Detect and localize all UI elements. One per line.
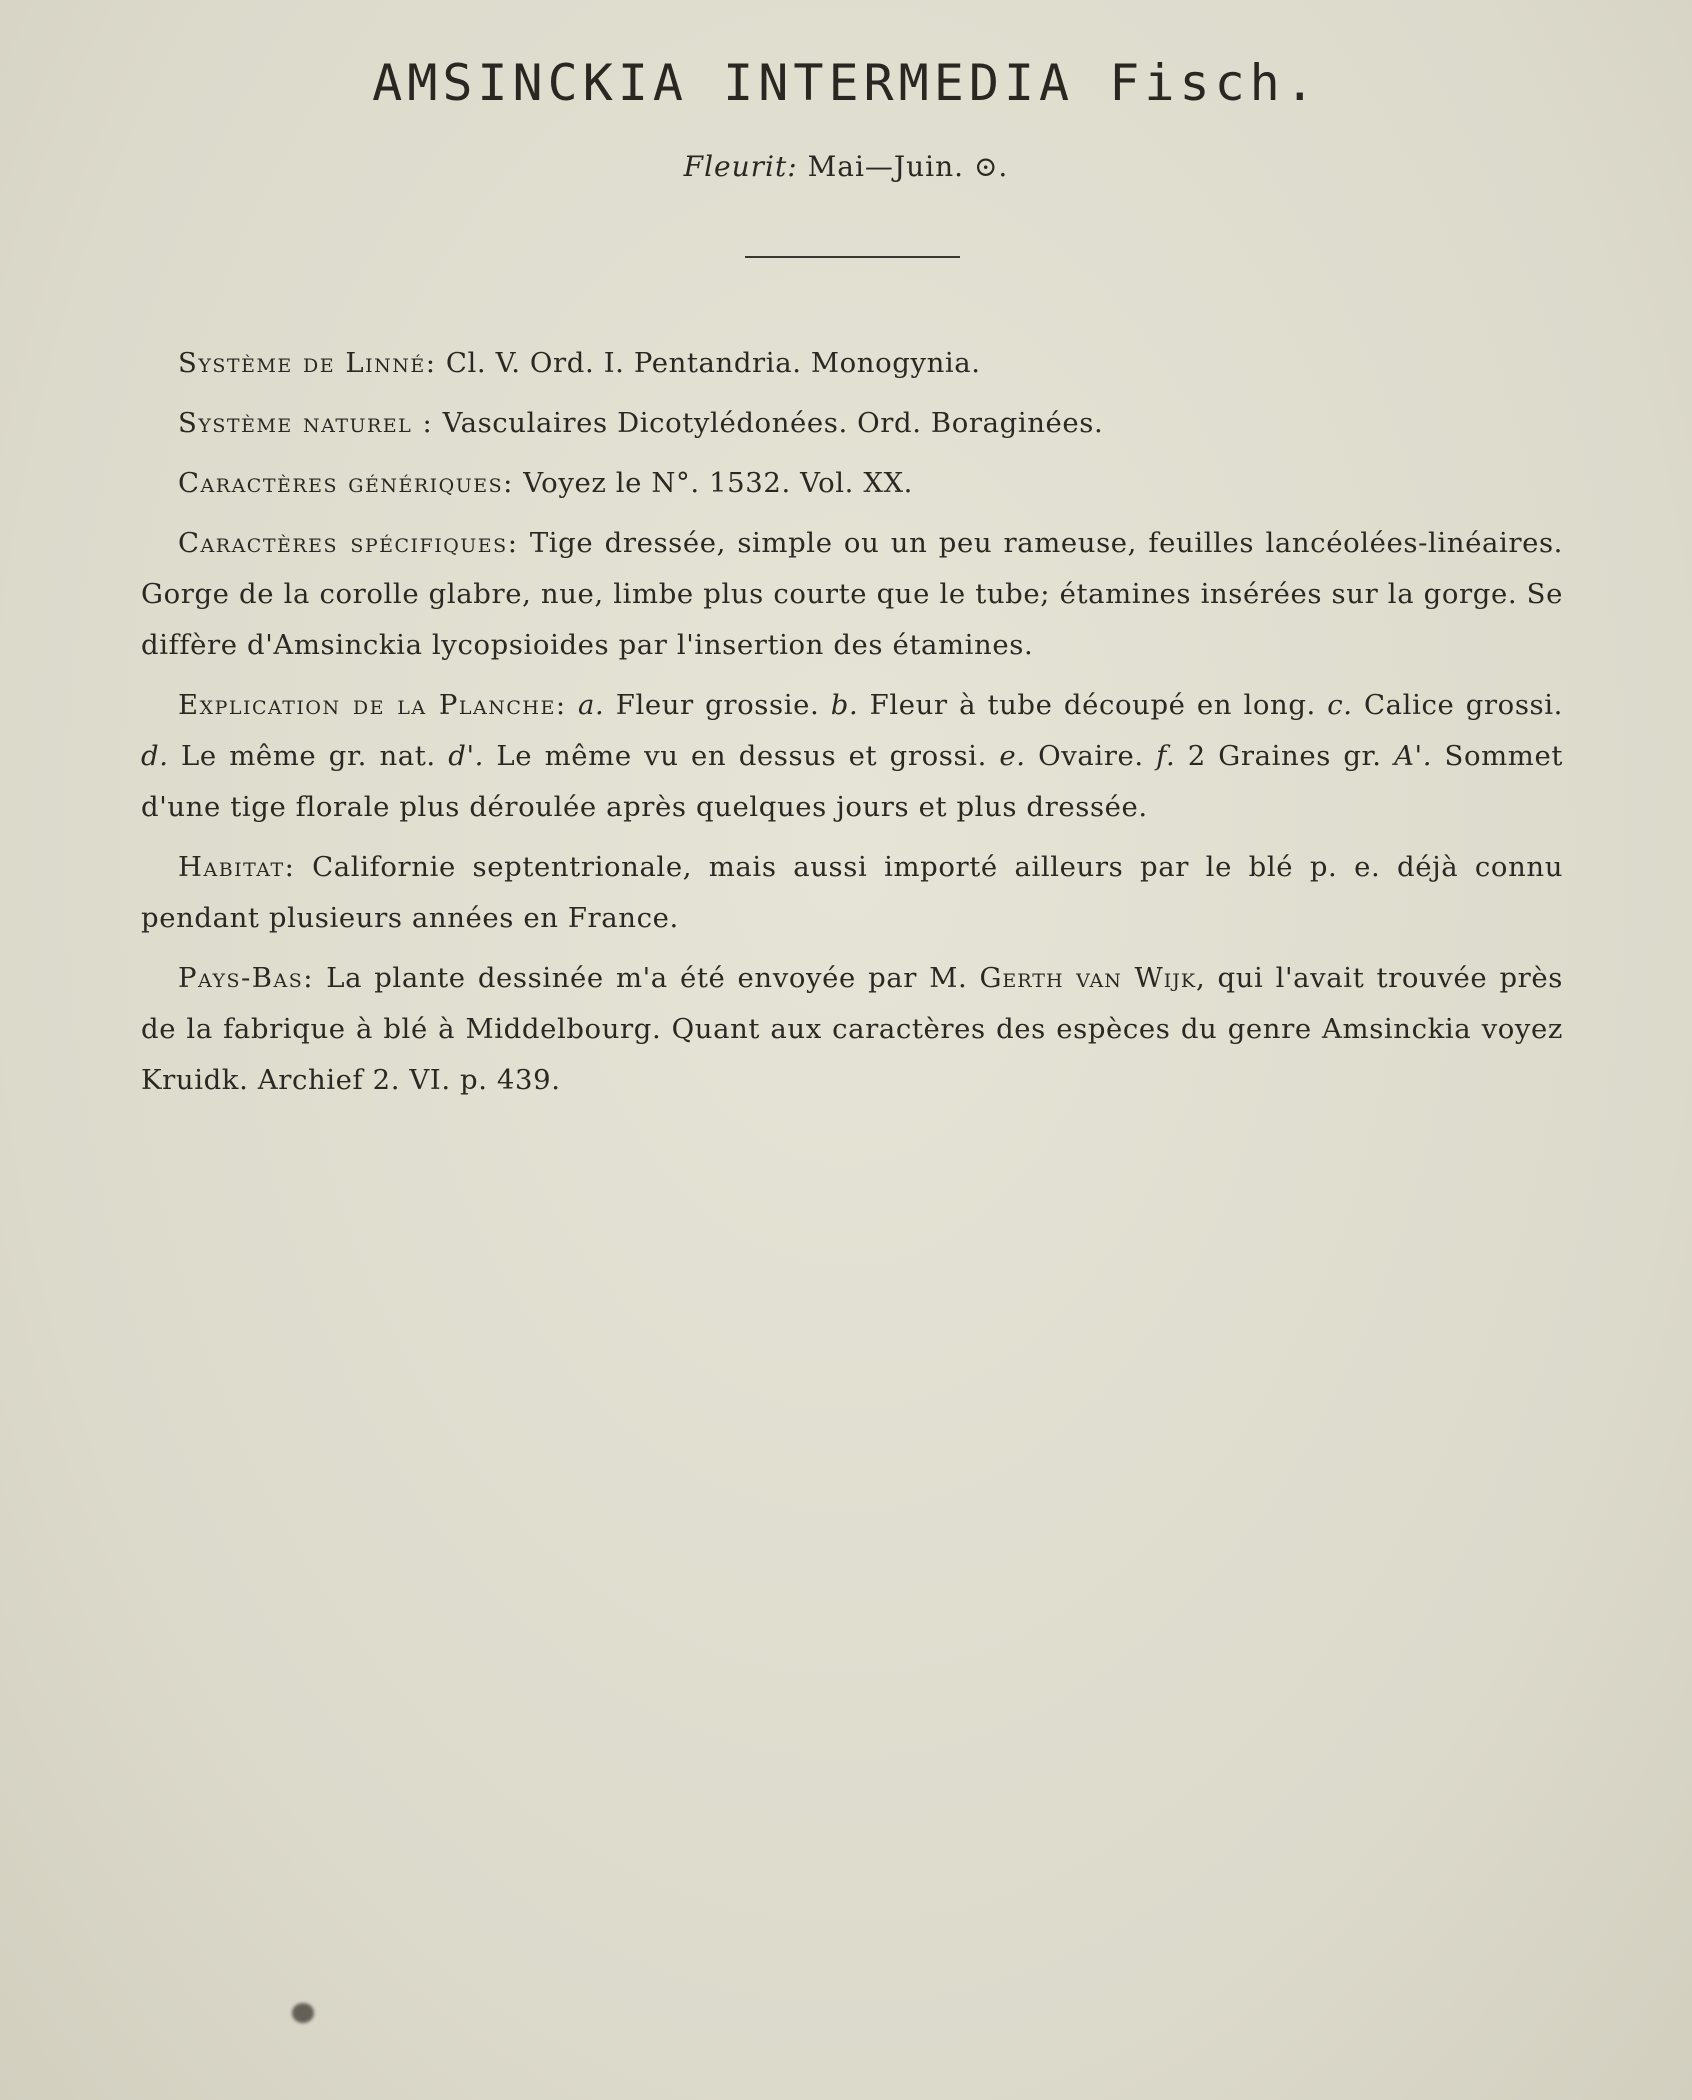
section-linnaean-system — [141, 338, 1563, 389]
section-natural-system — [141, 398, 1563, 449]
figure-letter: e. — [999, 740, 1026, 772]
description-body — [141, 338, 1563, 1115]
text-fragment: La plante dessinée m'a été envoyée par M. — [326, 962, 980, 994]
figure-letter: f. — [1156, 740, 1176, 772]
section-label: Caractères spécifiques: — [178, 527, 519, 559]
figure-description: Sommet d'une tige florale plus déroulée après quelques jours et plus dressée. — [141, 740, 1563, 823]
text-fragment: , qui l'avait trouvée près de la fabrique à blé à Middelbourg. Quant aux caractères des espèces du genre Amsinckia voyez Kruidk. Archief 2. VI. p. 439. — [141, 962, 1563, 1096]
species-title: AMSINCKIA INTERMEDIA Fisch. — [372, 54, 1320, 112]
figure-letter: a. — [578, 689, 605, 721]
figure-letter: A'. — [1394, 740, 1433, 772]
section-specific-characters — [141, 518, 1563, 671]
section-label: Explication de la Planche: — [178, 689, 567, 721]
person-name: Gerth van Wijk — [979, 962, 1197, 994]
figure-letter: c. — [1327, 689, 1353, 721]
section-label: Système naturel : — [178, 407, 434, 439]
section-generic-characters — [141, 458, 1563, 509]
figure-letter: d'. — [448, 740, 484, 772]
section-plate-explanation — [141, 680, 1563, 833]
ink-speck — [292, 2003, 314, 2023]
flowering-line — [0, 150, 1692, 183]
flowering-label: Fleurit: — [683, 150, 798, 183]
section-text: Cl. V. Ord. I. Pentandria. Monogynia. — [445, 347, 981, 379]
section-text: Voyez le N°. 1532. Vol. XX. — [523, 467, 914, 499]
section-text: Californie septentrionale, mais aussi importé ailleurs par le blé p. e. déjà connu pendant plusieurs années en France. — [141, 851, 1564, 934]
figure-description: 2 Graines gr. — [1175, 740, 1395, 772]
section-label: Pays-Bas: — [178, 962, 315, 994]
figure-description: Calice grossi. — [1352, 689, 1563, 721]
figure-description: Fleur à tube découpé en long. — [858, 689, 1328, 721]
figure-description: Ovaire. — [1025, 740, 1157, 772]
figure-letter: b. — [830, 689, 859, 721]
section-text: Tige dressée, simple ou un peu rameuse, feuilles lancéolées-linéaires. Gorge de la corolle glabre, nue, limbe plus courte que le tube; étamines insérées sur la gorge. Se diffère d'Amsinckia lycopsioides par l'insertion des étamines. — [141, 527, 1564, 661]
figure-description: Fleur grossie. — [604, 689, 831, 721]
title-divider — [745, 256, 960, 258]
section-label: Habitat: — [178, 851, 296, 883]
figure-letter: d. — [141, 740, 169, 772]
figure-description: Le même vu en dessus et grossi. — [483, 740, 1000, 772]
flowering-value: Mai—Juin. ⊙. — [807, 150, 1009, 183]
section-text: Vasculaires Dicotylédonées. Ord. Boraginées. — [442, 407, 1104, 439]
section-habitat — [141, 842, 1563, 944]
figure-description: Le même gr. nat. — [168, 740, 449, 772]
section-label: Système de Linné: — [178, 347, 437, 379]
section-label: Caractères génériques: — [178, 467, 514, 499]
section-text — [141, 962, 1563, 1096]
section-netherlands — [141, 953, 1563, 1106]
